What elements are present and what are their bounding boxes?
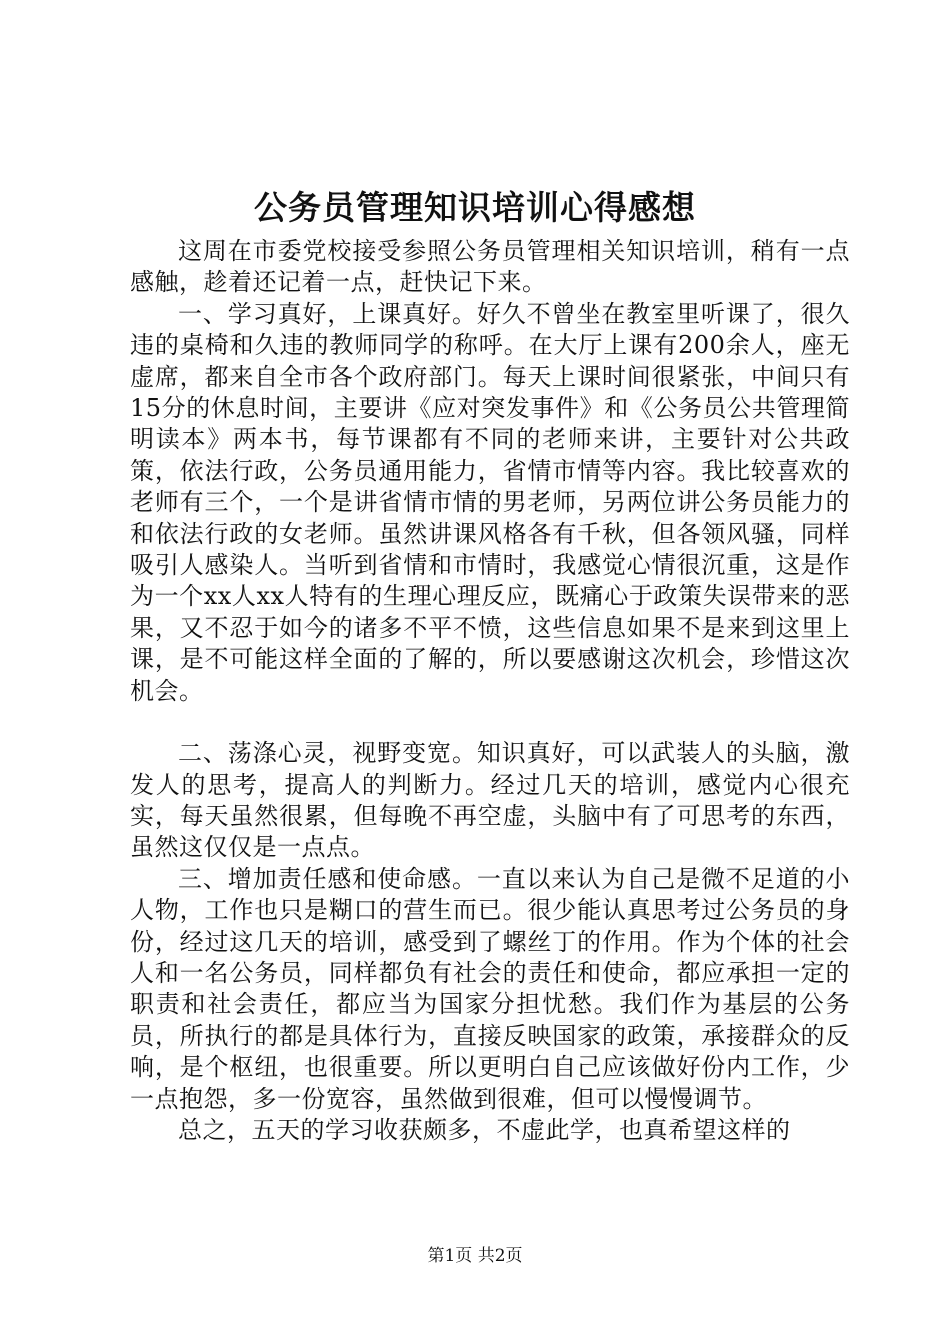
paragraph-section-one: 一、学习真好，上课真好。好久不曾坐在教室里听课了，很久违的桌椅和久违的教师同学的称呼。在大厅上课有200余人，座无虚席，都来自全市各个政府部门。每天上课时间很紧张，中间只有15分的休息时间，主要讲《应对突发事件》和《公务员公共管理简明读本》两本书，每节课都有不同的老师来讲，主要针对公共政策，依法行政，公务员通用能力，省情市情等内容。我比较喜欢的老师有三个，一个是讲省情市情的男老师，另两位讲公务员能力的和依法行政的女老师。虽然讲课风格各有千秋，但各领风骚，同样吸引人感染人。当听到省情和市情时，我感觉心情很沉重，这是作为一个xx人xx人特有的生理心理反应，既痛心于政策失误带来的恶果，又不忍于如今的诸多不平不愤，这些信息如果不是来到这里上课，是不可能这样全面的了解的，所以要感谢这次机会，珍惜这次机会。 bbox=[130, 299, 850, 705]
page-number-footer: 第1页 共2页 bbox=[427, 1246, 523, 1266]
paragraph-conclusion: 总之，五天的学习收获颇多，不虚此学，也真希望这样的 bbox=[178, 1115, 791, 1144]
document-title: 公务员管理知识培训心得感想 bbox=[254, 188, 696, 227]
paragraph-section-two: 二、荡涤心灵，视野变宽。知识真好，可以武装人的头脑，激发人的思考，提高人的判断力。经过几天的培训，感觉内心很充实，每天虽然很累，但每晚不再空虚，头脑中有了可思考的东西，虽然这仅仅是一点点。 bbox=[130, 739, 850, 862]
paragraph-intro: 这周在市委党校接受参照公务员管理相关知识培训，稍有一点感触，趁着还记着一点，赶快记下来。 bbox=[130, 237, 850, 297]
document-body bbox=[130, 236, 850, 1146]
paragraph-section-three: 三、增加责任感和使命感。一直以来认为自己是微不足道的小人物，工作也只是糊口的营生而已。很少能认真思考过公务员的身份，经过这几天的培训，感受到了螺丝丁的作用。作为个体的社会人和一名公务员，同样都负有社会的责任和使命，都应承担一定的职责和社会责任，都应当为国家分担忧愁。我们作为基层的公务员，所执行的都是具体行为，直接反映国家的政策，承接群众的反响，是个枢纽，也很重要。所以更明白自己应该做好份内工作，少一点抱怨，多一份宽容，虽然做到很难，但可以慢慢调节。 bbox=[130, 864, 850, 1113]
